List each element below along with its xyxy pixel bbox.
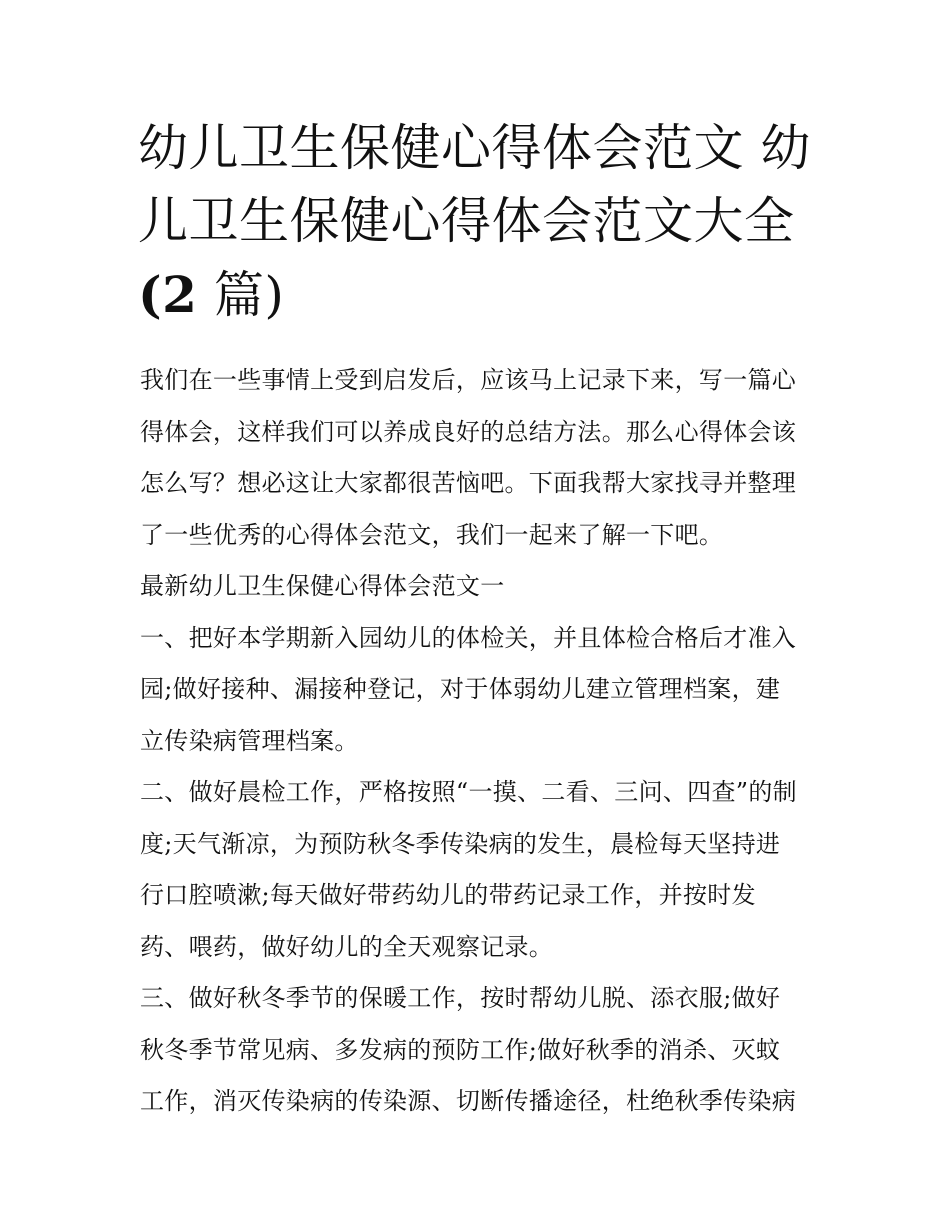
body-line: 园;做好接种、漏接种登记，对于体弱幼儿建立管理档案，建: [140, 675, 781, 703]
body-line: 二、做好晨检工作，严格按照“一摸、二看、三问、四查”的制: [140, 778, 797, 806]
body-line: 立传染病管理档案。: [140, 726, 359, 755]
title-line-2: 儿卫生保健心得体会范文大全: [138, 192, 795, 250]
title-line-3: [138, 258, 818, 332]
body-line: 怎么写？想必这让大家都很苦恼吧。下面我帮大家找寻并整理: [140, 469, 797, 497]
body-line: 了一些优秀的心得体会范文，我们一起来了解一下吧。: [140, 520, 724, 549]
document-body: [140, 355, 820, 1128]
body-line: 行口腔喷漱;每天做好带药幼儿的带药记录工作，并按时发: [140, 881, 756, 909]
body-line: 药、喂药，做好幼儿的全天观察记录。: [140, 932, 554, 961]
body-line: 我们在一些事情上受到启发后，应该马上记录下来，写一篇心: [140, 366, 797, 394]
body-line: 度;天气渐凉，为预防秋冬季传染病的发生，晨检每天坚持进: [140, 829, 781, 858]
title-line-1: 幼儿卫生保健心得体会范文 幼: [138, 119, 811, 177]
section-heading: 最新幼儿卫生保健心得体会范文一: [140, 572, 505, 600]
body-line: 秋冬季节常见病、多发病的预防工作;做好秋季的消杀、灭蚊: [140, 1035, 781, 1064]
document-title: [138, 112, 818, 332]
body-line: 工作，消灭传染病的传染源、切断传播途径，杜绝秋季传染病: [140, 1087, 797, 1115]
body-line: 得体会，这样我们可以养成良好的总结方法。那么心得体会该: [140, 417, 797, 446]
body-line: 一、把好本学期新入园幼儿的体检关，并且体检合格后才准入: [140, 623, 797, 652]
title-count-number: (2: [138, 265, 198, 324]
body-line: 三、做好秋冬季节的保暖工作，按时帮幼儿脱、添衣服;做好: [140, 984, 781, 1012]
title-count-suffix: 篇): [197, 266, 285, 324]
